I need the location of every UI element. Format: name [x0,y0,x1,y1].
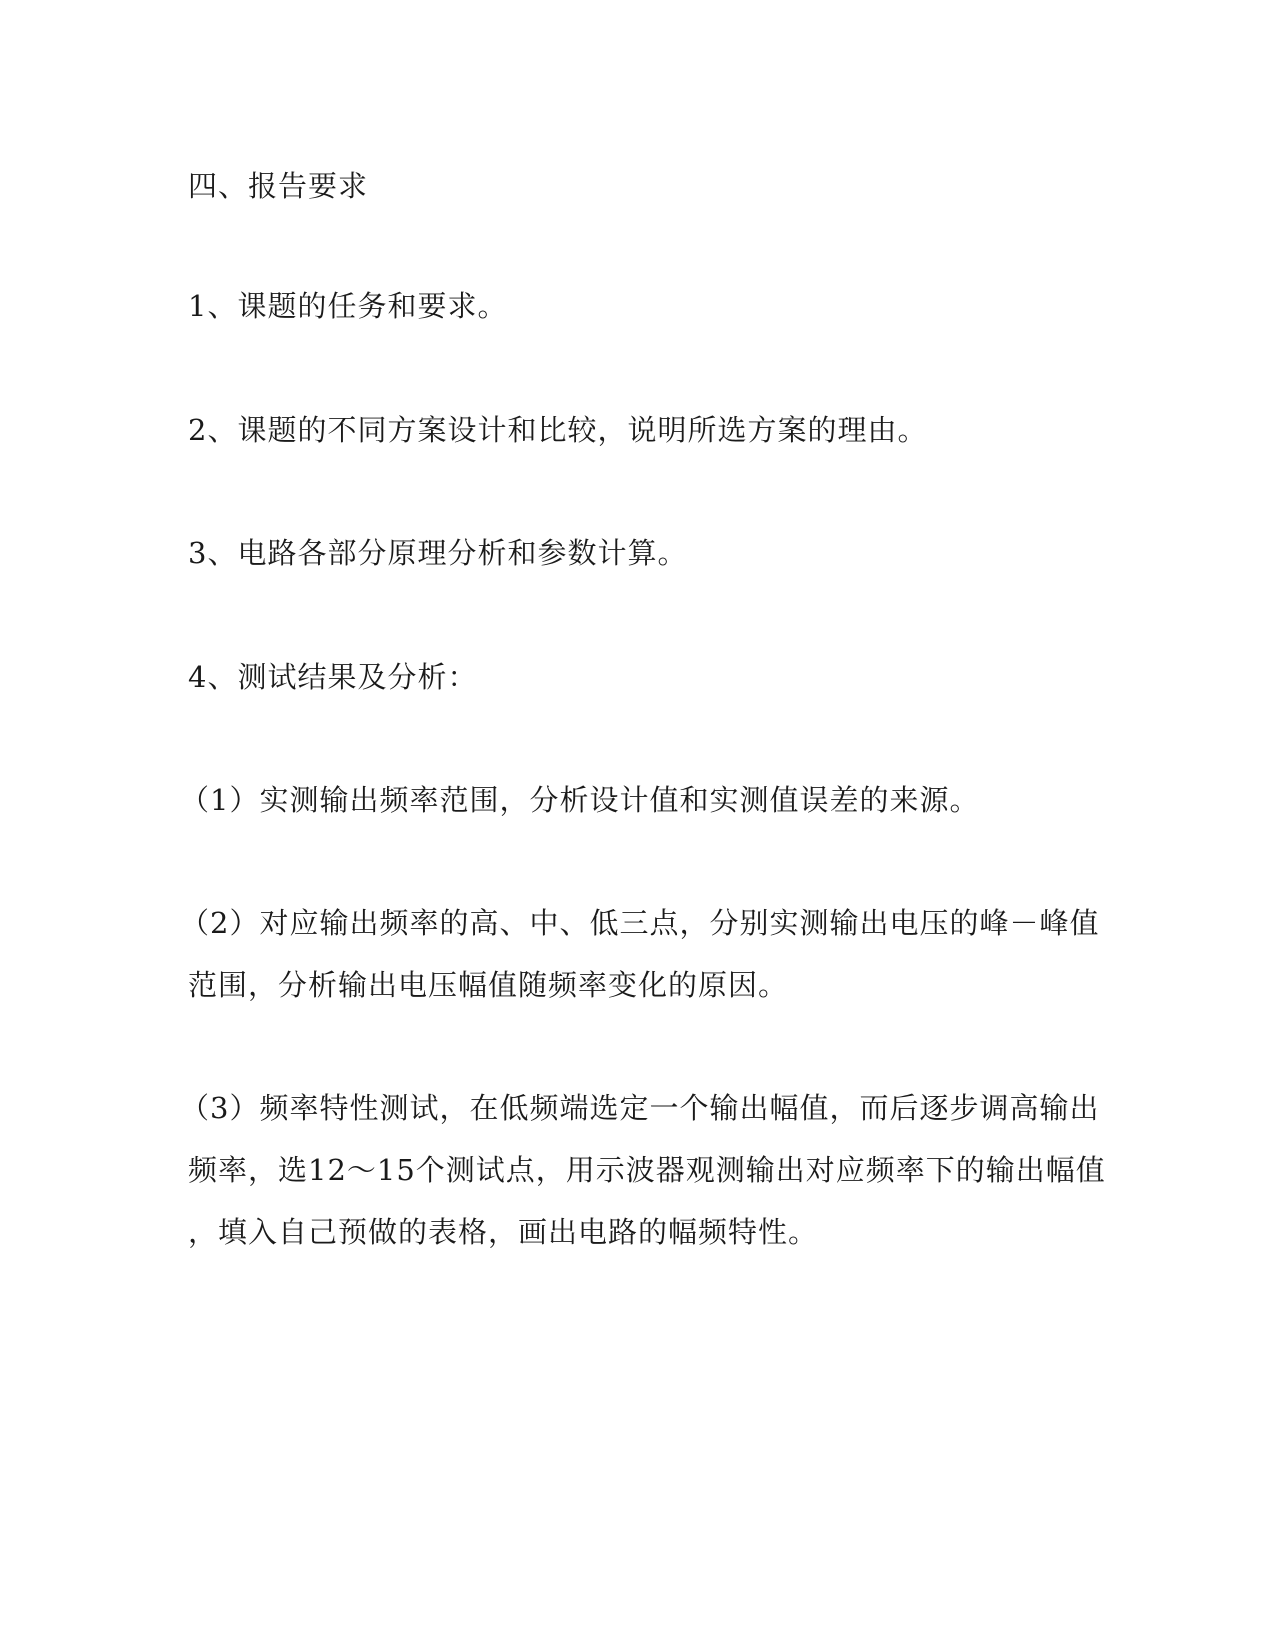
sub-item-3-line-1: （3）频率特性测试，在低频端选定一个输出幅值，而后逐步调高输出 [180,1091,1100,1125]
list-item: 4、测试结果及分析： [188,660,478,694]
sub-item-3-line-2: 频率，选12～15个测试点，用示波器观测输出对应频率下的输出幅值 [188,1153,1106,1187]
sub-item-1: （1）实测输出频率范围，分析设计值和实测值误差的来源。 [180,783,980,817]
list-item: 2、课题的不同方案设计和比较，说明所选方案的理由。 [188,413,928,447]
list-item: 1、课题的任务和要求。 [188,289,508,323]
sub-item-2-line-1: （2）对应输出频率的高、中、低三点，分别实测输出电压的峰－峰值 [180,906,1100,940]
list-item: 3、电路各部分原理分析和参数计算。 [188,536,688,570]
sub-item-2-line-2: 范围，分析输出电压幅值随频率变化的原因。 [188,968,789,1002]
sub-item-3-line-3: ，填入自己预做的表格，画出电路的幅频特性。 [188,1215,819,1249]
section-heading: 四、报告要求 [188,169,369,203]
